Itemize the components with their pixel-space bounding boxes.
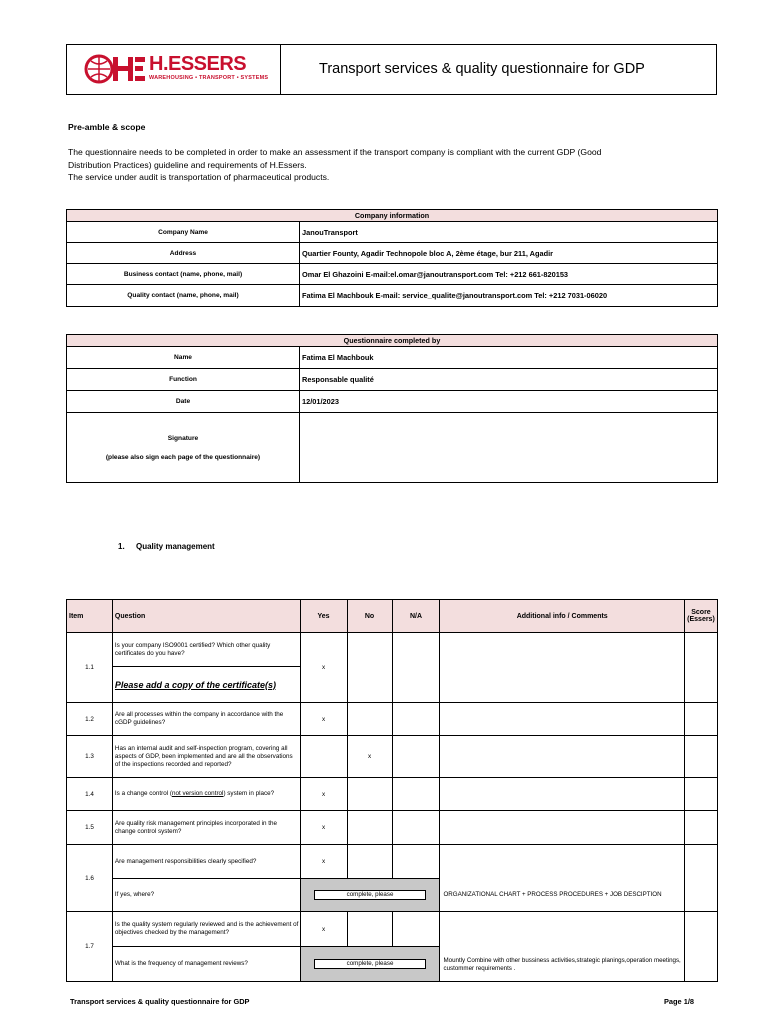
- na-header: N/A: [392, 600, 440, 633]
- table-row: [67, 778, 718, 811]
- function-value: Responsable qualité: [300, 369, 718, 391]
- comment-cell[interactable]: [440, 633, 684, 703]
- company-name-value: JanouTransport: [300, 222, 718, 243]
- table-row: [67, 703, 718, 736]
- table-row: [67, 736, 718, 778]
- comment-cell[interactable]: [440, 736, 684, 778]
- complete-please-cell: [300, 947, 440, 982]
- yes-mark[interactable]: x: [300, 778, 347, 811]
- name-value: Fatima El Machbouk: [300, 347, 718, 369]
- question-text: Are quality risk management principles incorporated in the change control system?: [112, 811, 300, 845]
- question-text-part: ) system in place?: [223, 790, 275, 797]
- signature-note: (please also sign each page of the questionnaire): [105, 453, 261, 461]
- preamble-line: The service under audit is transportation of pharmaceutical products.: [68, 172, 330, 182]
- score-cell: [684, 912, 717, 982]
- comment-cell[interactable]: [440, 778, 684, 811]
- certificate-note: Please add a copy of the certificate(s): [112, 667, 300, 703]
- table-row: [67, 811, 718, 845]
- no-cell[interactable]: [347, 778, 392, 811]
- score-cell: [684, 736, 717, 778]
- company-name-label: Company Name: [67, 222, 300, 243]
- question-text: [112, 778, 300, 811]
- completed-by-heading: Questionnaire completed by: [67, 335, 718, 347]
- no-cell[interactable]: [347, 912, 392, 947]
- score-cell: [684, 811, 717, 845]
- na-cell[interactable]: [392, 778, 440, 811]
- score-cell: [684, 633, 717, 703]
- company-info-table: [66, 209, 718, 307]
- question-header: Question: [112, 600, 300, 633]
- score-cell: [684, 845, 717, 912]
- complete-please-label[interactable]: [314, 959, 426, 969]
- address-label: Address: [67, 243, 300, 264]
- preamble-line: Distribution Practices) guideline and requirements of H.Essers.: [68, 159, 307, 170]
- item-number: 1.1: [67, 633, 113, 703]
- signature-field[interactable]: [300, 413, 718, 483]
- date-value: 12/01/2023: [300, 391, 718, 413]
- comment-cell[interactable]: [440, 811, 684, 845]
- table-row: [67, 633, 718, 667]
- quality-management-table: [66, 599, 718, 982]
- preamble-text: [68, 146, 728, 184]
- business-contact-label: Business contact (name, phone, mail): [67, 264, 300, 285]
- item-number: 1.6: [67, 845, 113, 912]
- yes-mark[interactable]: x: [300, 703, 347, 736]
- preamble-heading: Pre-amble & scope: [68, 122, 146, 132]
- function-label: Function: [67, 369, 300, 391]
- complete-please-text: complete, please: [346, 960, 394, 967]
- document-header: [66, 44, 717, 95]
- table-row: [67, 912, 718, 947]
- na-cell[interactable]: [392, 845, 440, 879]
- document-title: Transport services & quality questionnaire for GDP: [319, 61, 645, 77]
- comment-cell[interactable]: [440, 912, 684, 982]
- comment-cell[interactable]: [440, 703, 684, 736]
- item-number: 1.7: [67, 912, 113, 982]
- item-header: Item: [67, 600, 113, 633]
- signature-cell: [67, 413, 300, 483]
- preamble-line: The questionnaire needs to be completed in order to make an assessment if the transport company is compliant with the current GDP (Good: [68, 147, 602, 157]
- comment-text: ORGANIZATIONAL CHART + PROCESS PROCEDURES + JOB DESCIPTION: [443, 890, 662, 898]
- na-cell[interactable]: [392, 811, 440, 845]
- na-cell[interactable]: [392, 703, 440, 736]
- comments-header: Additional info / Comments: [440, 600, 684, 633]
- section-number: 1.: [118, 542, 125, 551]
- address-value: Quartier Founty, Agadir Technopole bloc A, 2ème étage, bur 211, Agadir: [300, 243, 718, 264]
- signature-label: Signature: [167, 434, 199, 442]
- yes-mark[interactable]: x: [300, 845, 347, 879]
- completed-by-table: [66, 334, 718, 483]
- item-number: 1.4: [67, 778, 113, 811]
- na-cell[interactable]: [392, 633, 440, 703]
- question-emphasis: not version control: [171, 790, 224, 797]
- question-text: Has an internal audit and self-inspection program, covering all aspects of GDP, been implemented and are all the observations of the inspections recorded and reported?: [112, 736, 300, 778]
- quality-contact-label: Quality contact (name, phone, mail): [67, 285, 300, 307]
- logo-tagline: WAREHOUSING • TRANSPORT • SYSTEMS: [149, 75, 269, 81]
- table-header-row: [67, 600, 718, 633]
- no-cell[interactable]: [347, 845, 392, 879]
- na-cell[interactable]: [392, 736, 440, 778]
- item-number: 1.5: [67, 811, 113, 845]
- no-header: No: [347, 600, 392, 633]
- na-cell[interactable]: [392, 912, 440, 947]
- no-cell[interactable]: [347, 633, 392, 703]
- section-title: Quality management: [136, 542, 215, 551]
- yes-mark[interactable]: x: [300, 633, 347, 703]
- question-text: Is your company ISO9001 certified? Which other quality certificates do you have?: [112, 633, 300, 667]
- logo-cell: [67, 45, 281, 94]
- complete-please-text: complete, please: [346, 891, 394, 898]
- no-cell[interactable]: [347, 811, 392, 845]
- name-label: Name: [67, 347, 300, 369]
- date-label: Date: [67, 391, 300, 413]
- comment-text: Mountly Combine with other bussiness activities,strategic planings,operation meetings, custommer requirements .: [443, 956, 681, 972]
- question-text: If yes, where?: [112, 879, 300, 912]
- company-info-heading: Company information: [67, 210, 718, 222]
- score-cell: [684, 703, 717, 736]
- comment-cell[interactable]: [440, 845, 684, 912]
- complete-please-cell: [300, 879, 440, 912]
- question-text-part: Is a change control (: [114, 790, 172, 797]
- yes-mark[interactable]: x: [300, 912, 347, 947]
- score-cell: [684, 778, 717, 811]
- quality-contact-value: Fatima El Machbouk E-mail: service_qualite@janoutransport.com Tel: +212 7031-06020: [300, 285, 718, 307]
- item-number: 1.3: [67, 736, 113, 778]
- yes-header: Yes: [300, 600, 347, 633]
- business-contact-value: Omar El Ghazoini E-mail:el.omar@janoutransport.com Tel: +212 661-820153: [300, 264, 718, 285]
- logo-name: H.ESSERS: [149, 53, 247, 75]
- no-cell[interactable]: [347, 703, 392, 736]
- footer-title: Transport services & quality questionnaire for GDP: [70, 997, 250, 1006]
- question-text: Are all processes within the company in accordance with the cGDP guidelines?: [112, 703, 300, 736]
- no-mark[interactable]: x: [347, 736, 392, 778]
- essers-logo-icon: [83, 53, 147, 85]
- page-number: Page 1/8: [664, 997, 694, 1006]
- yes-cell[interactable]: [300, 736, 347, 778]
- score-header: Score (Essers): [684, 600, 717, 633]
- question-text: What is the frequency of management reviews?: [112, 947, 300, 982]
- item-number: 1.2: [67, 703, 113, 736]
- table-row: [67, 845, 718, 879]
- complete-please-label[interactable]: [314, 890, 426, 900]
- question-text: Are management responsibilities clearly specified?: [112, 845, 300, 879]
- question-text: Is the quality system regularly reviewed and is the achievement of objectives checked by the management?: [112, 912, 300, 947]
- yes-mark[interactable]: x: [300, 811, 347, 845]
